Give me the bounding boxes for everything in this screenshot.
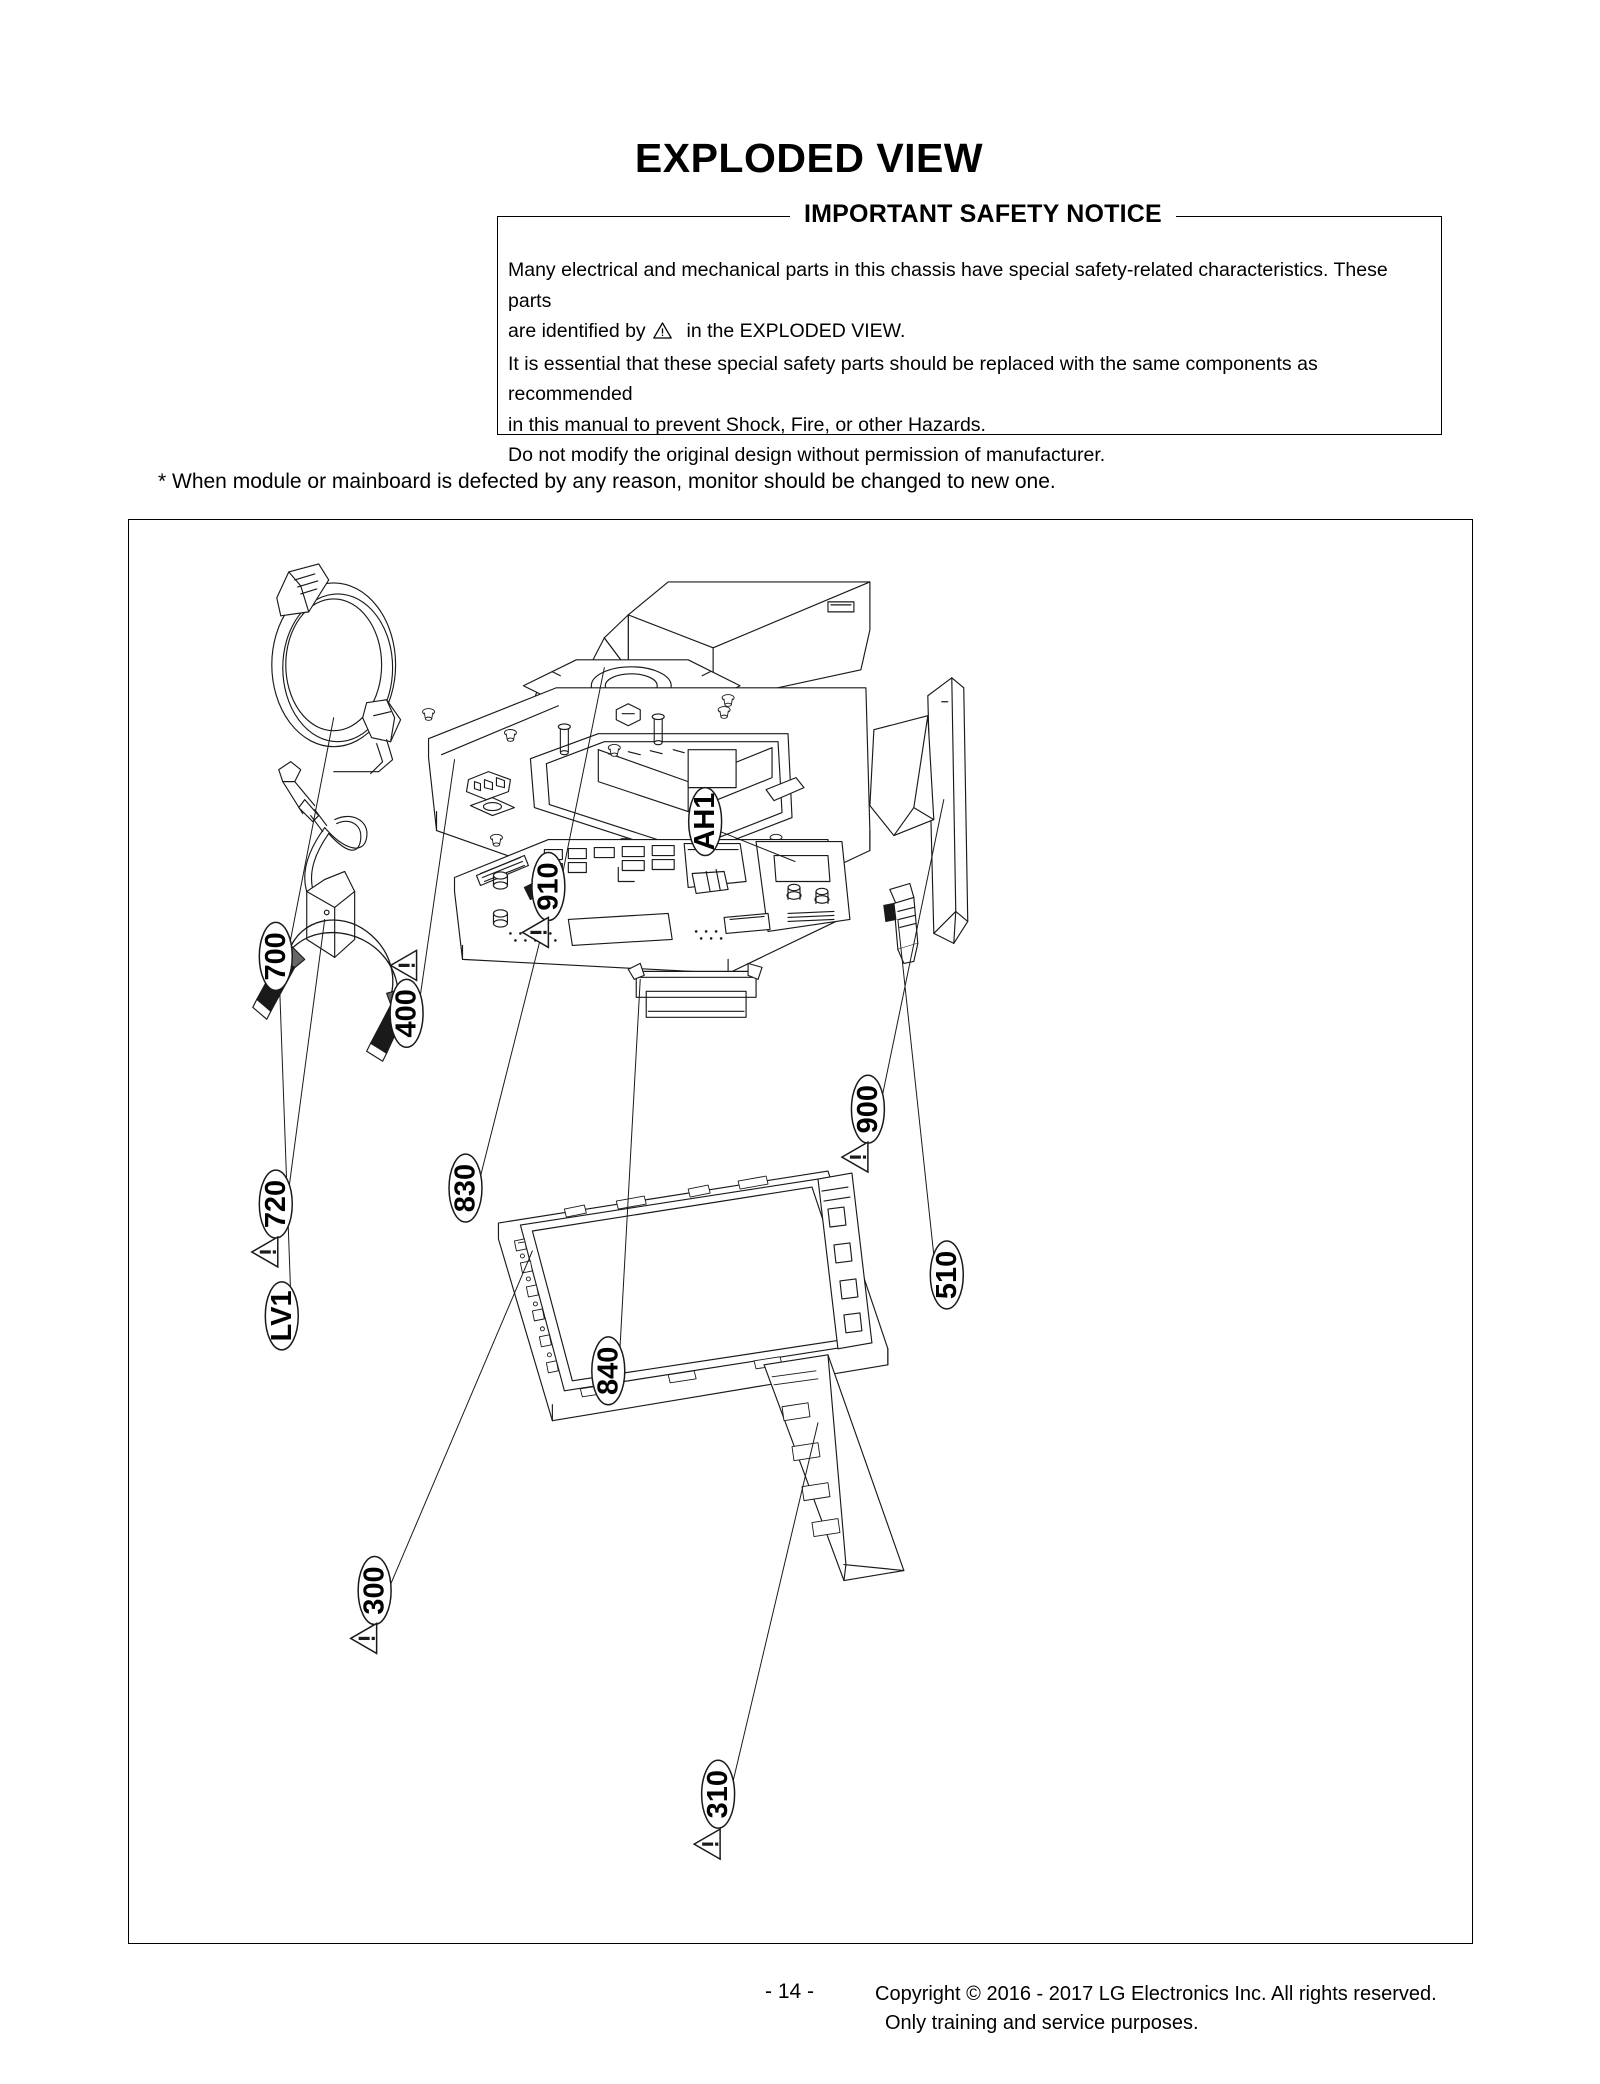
safety-notice-body — [508, 255, 1433, 471]
callout-AH1 — [689, 788, 722, 856]
copyright-notice — [875, 1980, 1437, 2038]
callout-label-910: 910 — [532, 862, 565, 911]
page-title-text: EXPLODED VIEW — [634, 135, 984, 181]
page-title — [0, 135, 1600, 182]
part-power-cord-700 — [272, 564, 401, 774]
exploded-view-drawing — [129, 520, 1472, 1943]
callout-LV1 — [265, 1282, 298, 1350]
callout-830 — [449, 1154, 482, 1222]
callout-label-400: 400 — [390, 989, 423, 1038]
callout-label-720: 720 — [259, 1179, 292, 1229]
safety-warning-icon-310 — [694, 1829, 720, 1859]
callout-840 — [592, 1337, 625, 1405]
exploded-view-diagram — [128, 519, 1473, 1944]
safety-warning-icon-900 — [842, 1142, 868, 1172]
safety-line-3 — [508, 349, 1433, 410]
safety-line-4-text: in this manual to prevent Shock, Fire, or other Hazards. — [508, 413, 986, 436]
module-defect-note: * When module or mainboard is defected by any reason, monitor should be changed to new one. — [158, 470, 1056, 493]
callout-900 — [842, 1075, 884, 1172]
safety-line-1 — [508, 255, 1433, 316]
callout-label-310: 310 — [702, 1770, 735, 1819]
safety-warning-icon-300 — [351, 1623, 377, 1653]
callout-300 — [351, 1557, 391, 1654]
callout-label-510: 510 — [930, 1250, 963, 1300]
safety-line-3-text: It is essential that these special safety parts should be replaced with the same components as recommended — [508, 352, 1318, 405]
callout-label-LV1: LV1 — [265, 1290, 298, 1342]
safety-line-5 — [508, 440, 1433, 471]
callout-label-830: 830 — [449, 1163, 482, 1213]
safety-line-2-text-b: in the EXPLODED VIEW. — [686, 320, 906, 342]
callout-label-700: 700 — [259, 932, 292, 981]
callout-310 — [694, 1760, 734, 1859]
safety-line-5-text: Do not modify the original design without permission of manufacturer. — [508, 444, 1106, 466]
callout-720 — [252, 1170, 292, 1267]
callout-400 — [390, 950, 423, 1047]
page-number: - 14 - — [765, 1980, 815, 2003]
safety-line-2-text: are identified by — [508, 320, 646, 342]
safety-line-2 — [508, 316, 1433, 349]
part-shield-bracket-840 — [628, 963, 762, 1017]
callout-label-300: 300 — [358, 1566, 391, 1615]
safety-line-4 — [508, 410, 1433, 441]
copyright-line-2: Only training and service purposes. — [885, 2012, 1199, 2034]
part-ac-dc-adapter-720 — [279, 762, 367, 958]
safety-warning-icon-720 — [252, 1237, 278, 1267]
callout-label-840: 840 — [592, 1346, 625, 1395]
part-stand-base-900 — [870, 678, 968, 944]
callout-label-900: 900 — [851, 1085, 884, 1134]
callout-700 — [259, 922, 292, 990]
page-footer — [0, 1980, 1600, 2060]
safety-notice-legend: IMPORTANT SAFETY NOTICE — [790, 200, 1176, 229]
callout-510 — [930, 1241, 963, 1309]
callout-label-AH1: AH1 — [689, 792, 722, 851]
copyright-line-1: Copyright © 2016 - 2017 LG Electronics Inc. All rights reserved. — [875, 1983, 1437, 2005]
warning-triangle-icon — [653, 318, 672, 349]
safety-line-1-text: Many electrical and mechanical parts in this chassis have special safety-related characteristics. These parts — [508, 259, 1388, 312]
